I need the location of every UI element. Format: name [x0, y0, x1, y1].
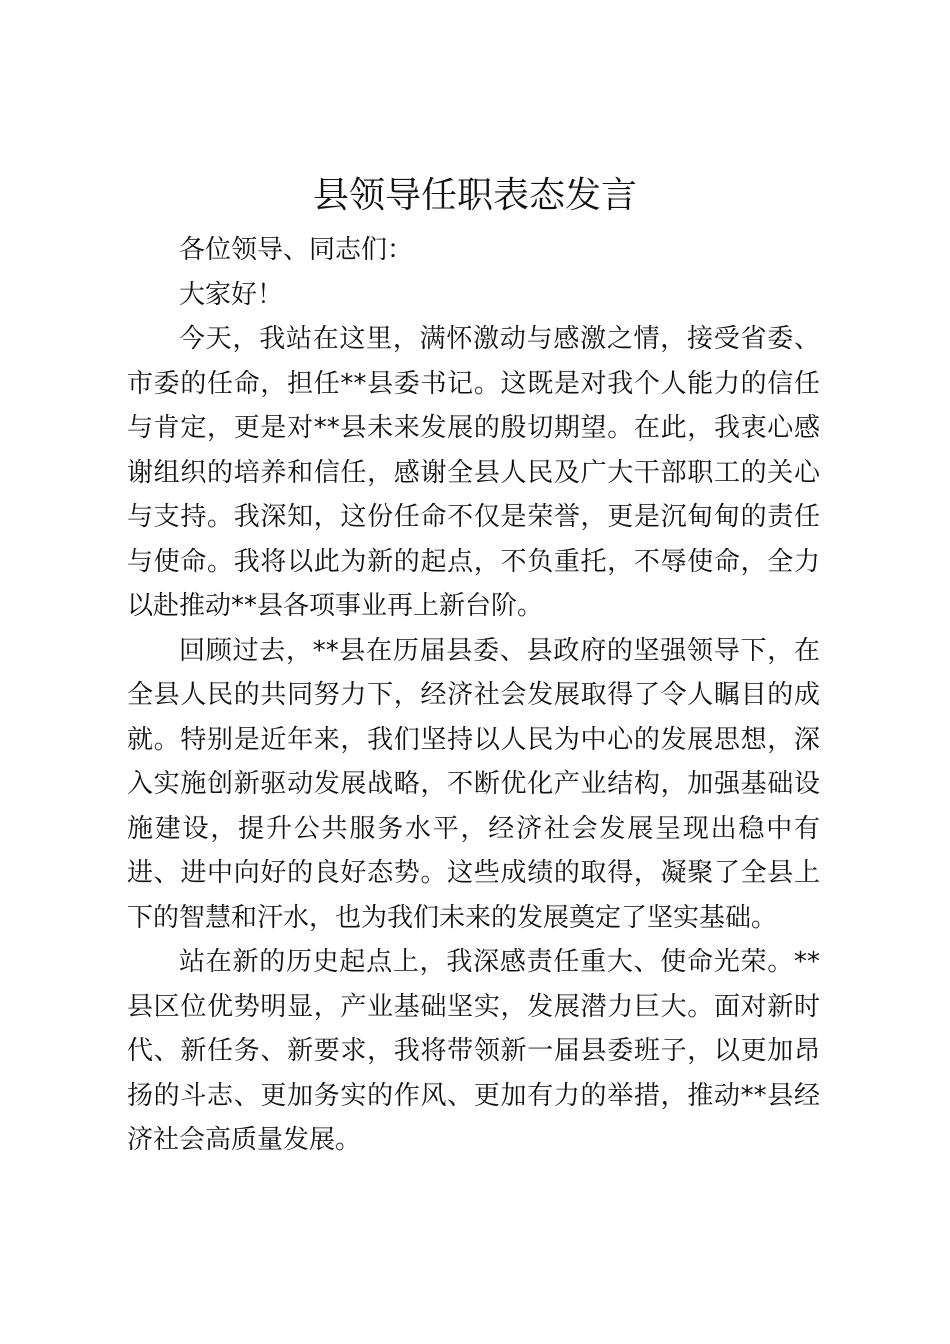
paragraph: 回顾过去，**县在历届县委、县政府的坚强领导下，在全县人民的共同努力下，经济社会发展取得了令人瞩目的成就。特别是近年来，我们坚持以人民为中心的发展思想，深入实施创新驱动发展战略，不断优化产业结构，加强基础设施建设，提升公共服务水平，经济社会发展呈现出稳中有进、进中向好的良好态势。这些成绩的取得，凝聚了全县上下的智慧和汗水，也为我们未来的发展奠定了坚实基础。: [127, 635, 820, 933]
document-body: [127, 228, 820, 1163]
document-title: 县领导任职表态发言: [312, 175, 637, 216]
salutation: 各位领导、同志们：: [179, 235, 414, 265]
paragraph: 今天，我站在这里，满怀激动与感激之情，接受省委、市委的任命，担任**县委书记。这既是对我个人能力的信任与肯定，更是对**县未来发展的殷切期望。在此，我衷心感谢组织的培养和信任，感谢全县人民及广大干部职工的关心与支持。我深知，这份任命不仅是荣誉，更是沉甸甸的责任与使命。我将以此为新的起点，不负重托，不辱使命，全力以赴推动**县各项事业再上新台阶。: [127, 324, 820, 621]
greeting: 大家好！: [179, 279, 284, 310]
paragraph: 站在新的历史起点上，我深感责任重大、使命光荣。**县区位优势明显，产业基础坚实，发展潜力巨大。面对新时代、新任务、新要求，我将带领新一届县委班子，以更加昂扬的斗志、更加务实的作风、更加有力的举措，推动**县经济社会高质量发展。: [127, 947, 820, 1155]
